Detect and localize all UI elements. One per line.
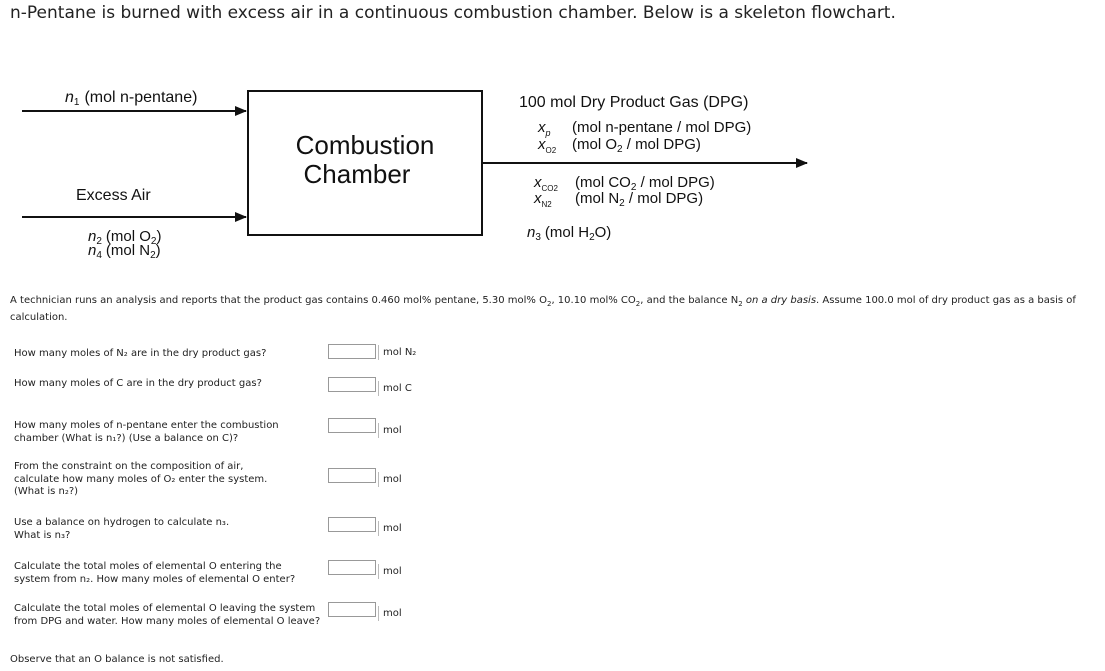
product-title: 100 mol Dry Product Gas (DPG) (519, 94, 749, 111)
xn2-label: $x_{N2}$ (mol $N_2$ / mol DPG) (534, 190, 704, 209)
answer-input-o-enter[interactable] (328, 560, 376, 575)
answer-input-carbon[interactable] (328, 377, 376, 392)
problem-statement: A technician runs an analysis and reports that the product gas contains 0.460 mol% pentane, 5.30 mol% $O_2$, 10.10 mol% $CO_2$, and the balance $N_2$ on a dry basis. Assume 100.0 mol of dry product gas as a basis of calculation. (10, 295, 1076, 323)
water-label: $n_3$ (mol $H_2O$) (527, 224, 612, 243)
answer-input-n3[interactable] (328, 517, 376, 532)
question-text: How many moles of N₂ are in the dry product gas? (14, 348, 267, 359)
chamber-label-line2: Chamber (303, 159, 411, 189)
question-text: How many moles of C are in the dry product gas? (14, 378, 262, 389)
air-o2-label: $n_2$ (mol $O_2$) (88, 228, 162, 247)
answer-input-n2-o2[interactable] (328, 468, 376, 483)
air-label: Excess Air (76, 187, 151, 204)
unit-label: mol (378, 606, 402, 621)
question-text: How many moles of n-pentane enter the combustion chamber (What is n₁?) (Use a balance on C)? (14, 420, 279, 444)
unit-label: mol N₂ (378, 345, 416, 360)
xp-label: $x_p$ (mol n-pentane / mol DPG) (538, 119, 752, 138)
question-text: Calculate the total moles of elemental O entering the system from n₂. How many moles of elemental O enter? (14, 561, 296, 585)
question-text: From the constraint on the composition of air, calculate how many moles of O₂ enter the system. (What is n₂?) (14, 461, 268, 497)
xo2-label: $x_{O2}$ (mol $O_2$ / mol DPG) (538, 136, 701, 155)
answer-input-o-leave[interactable] (328, 602, 376, 617)
question-text: Calculate the total moles of elemental O leaving the system from DPG and water. How many moles of elemental O leave? (14, 603, 321, 627)
feed-label: n1 (mol n-pentane) (65, 89, 198, 108)
unit-label: mol (378, 521, 402, 536)
page-title: n-Pentane is burned with excess air in a continuous combustion chamber. Below is a skeleton flowchart. (10, 3, 896, 23)
unit-label: mol (378, 564, 402, 579)
flowchart (0, 70, 1105, 270)
footer-note: Observe that an O balance is not satisfied. (10, 654, 224, 665)
question-text: Use a balance on hydrogen to calculate n₃. What is n₃? (14, 517, 230, 541)
answer-input-n1[interactable] (328, 418, 376, 433)
unit-label: mol (378, 472, 402, 487)
chamber-label-line1: Combustion (295, 130, 435, 160)
answer-input-n2[interactable] (328, 344, 376, 359)
unit-label: mol C (378, 381, 412, 396)
air-n2-label: $n_4$ (mol $N_2$) (88, 242, 161, 261)
unit-label: mol (378, 423, 402, 438)
xco2-label: $x_{CO2}$ (mol $CO_2$ / mol DPG) (534, 174, 715, 193)
